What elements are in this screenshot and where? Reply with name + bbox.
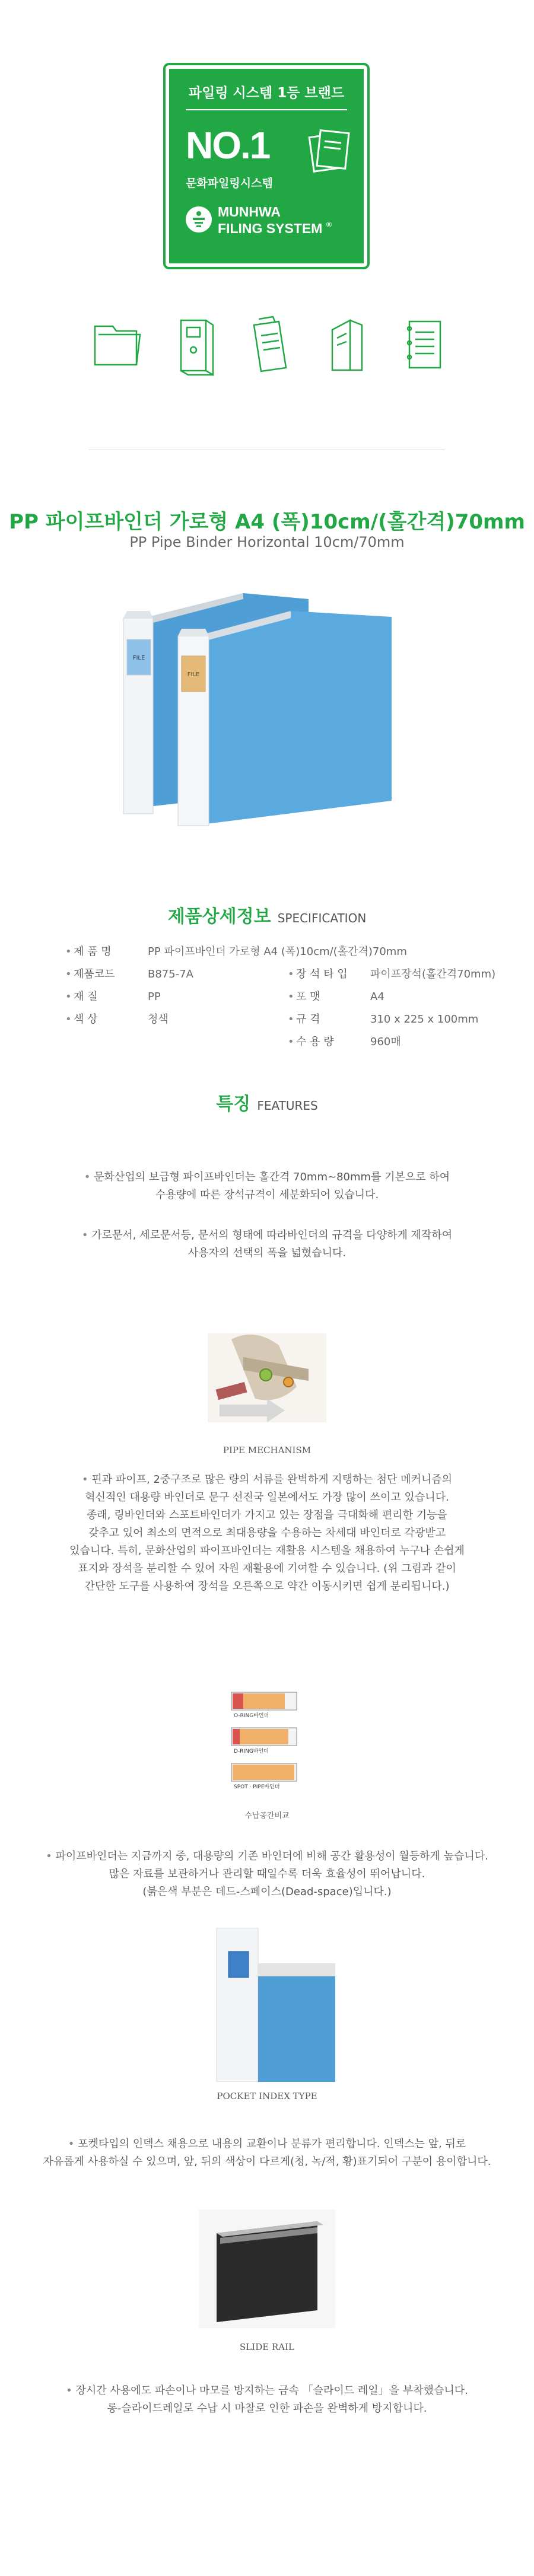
spec-row: • 규 격 310 x 225 x 100mm xyxy=(288,1013,479,1026)
features-section-title xyxy=(0,1089,534,1115)
spec-row: • 색 상 청색 xyxy=(65,1013,169,1026)
feature-paragraph: • 가로문서, 세로문서등, 문서의 형태에 따라바인더의 규격을 다양하게 제작하여 사용자의 선택의 폭을 넓혔습니다. xyxy=(81,1229,453,1259)
spec-title-en: SPECIFICATION xyxy=(277,911,367,925)
spec-row: • 제품코드 B875-7A xyxy=(65,968,193,980)
spec-row: • 포 맷 A4 xyxy=(288,991,384,1003)
product-title: PP 파이프바인더 가로형 A4 (폭)10cm/(홀간격)70mm xyxy=(9,510,525,534)
book-icon xyxy=(301,127,354,174)
pocket-index-caption: POCKET INDEX TYPE xyxy=(217,2091,317,2101)
feature-paragraph: • 파이프바인더는 지금까지 중, 대용량의 기존 바인더에 비해 공간 활용성이 월등하게 높습니다. 많은 자료를 보관하거나 관리할 때일수록 더욱 효율성이 뛰어납니다. (붉은색 부분은 데드-스페이스(Dead-space)입니다.) xyxy=(46,1850,488,1898)
spec-row: • 제 품 명 PP 파이프바인더 가로형 A4 (폭)10cm/(홀간격)70mm xyxy=(65,945,407,958)
pipe-mechanism-image xyxy=(196,1316,338,1434)
spec-title-ko: 제품상세정보 xyxy=(167,906,271,927)
features-title-ko: 특징 xyxy=(216,1094,251,1115)
pipe-mechanism-caption: PIPE MECHANISM xyxy=(223,1445,312,1456)
features-title-en: FEATURES xyxy=(257,1098,318,1113)
document-file-icon xyxy=(243,308,297,380)
ring-label: D-RING바인더 xyxy=(234,1749,269,1755)
product-image xyxy=(113,569,421,836)
brand-badge xyxy=(166,65,367,267)
feature-paragraph: • 문화산업의 보급형 파이프바인더는 홀간격 70mm~80mm를 기본으로 하여 수용량에 따른 장석규격이 세분화되어 있습니다. xyxy=(84,1171,450,1201)
storage-comparison-caption: 수납공간비교 xyxy=(244,1811,290,1820)
product-subtitle: PP Pipe Binder Horizontal 10cm/70mm xyxy=(129,534,405,550)
magazine-box-icon xyxy=(320,308,374,380)
badge-tagline: 파일링 시스템 1등 브랜드 xyxy=(188,85,345,101)
ring-label: SPOT · PIPE바인더 xyxy=(234,1784,280,1790)
feature-paragraph: • 핀과 파이프, 2중구조로 많은 량의 서류를 완벽하게 지탱하는 첨단 메커니즘의 혁신적인 대용량 바인더로 문구 선진국 일본에서도 가장 많이 쓰이고 있습니다. 종래, 링바인더와 스포트바인더가 가지고 있는 장점을 극대화해 편리한 기능을 갖추고 있어 최소의 면적으로 최대용량을 수용하는 차세대 바인더로 각광받고 있습니다. 특히, 문화산업의 파이프바인더는 재활용 시스템을 채용하여 누구나 손쉽게 표지와 장석을 분리할 수 있어 자원 재활용에 기여할 수 있습니다. (위 그림과 같이 간단한 도구를 사용하여 장석을 오른쪽으로 약간 이동시키면 쉽게 분리됩니다.) xyxy=(69,1473,465,1593)
slide-rail-image xyxy=(199,2209,335,2328)
badge-name-line2: FILING SYSTEM xyxy=(218,221,323,236)
feature-paragraph: • 장시간 사용에도 파손이나 마모를 방지하는 금속 「슬라이드 레일」을 부착했습니다. 롱-슬라이드레일로 수납 시 마찰로 인한 파손을 완벽하게 방지합니다. xyxy=(66,2384,468,2415)
slide-rail-caption: SLIDE RAIL xyxy=(240,2342,294,2352)
ring-label: O-RING바인더 xyxy=(234,1713,269,1719)
registered-mark: ® xyxy=(325,221,333,229)
folder-icon xyxy=(89,308,142,380)
pocket-index-image xyxy=(199,1928,335,2082)
binder-front xyxy=(178,611,392,826)
badge-name-line2-row xyxy=(218,221,332,237)
spec-row: • 재 질 PP xyxy=(65,991,161,1003)
feature-paragraph: • 포켓타입의 인덱스 채용으로 내용의 교환이나 분류가 편리합니다. 인덱스는 앞, 뒤로 자유롭게 사용하실 수 있으며, 앞, 뒤의 색상이 다르게(청, 녹/적, 황)표기되어 구분이 용이합니다. xyxy=(43,2138,491,2168)
notebook-icon xyxy=(398,308,451,380)
binder-back-label: FILE xyxy=(132,655,145,661)
spec-section-title xyxy=(0,902,534,928)
badge-divider xyxy=(186,109,347,110)
storage-comparison-image xyxy=(225,1687,309,1800)
badge-name-line1: MUNHWA xyxy=(218,204,281,219)
badge-subtitle: 문화파일링시스템 xyxy=(186,177,273,190)
munhwa-logo-icon xyxy=(186,206,212,233)
badge-no1: NO.1 xyxy=(186,124,270,167)
spec-row: • 수 용 량 960매 xyxy=(288,1036,401,1048)
binder-icon xyxy=(169,308,223,380)
binder-front-label: FILE xyxy=(187,671,200,678)
spec-row: • 장 석 타 입 파이프장석(홀간격70mm) xyxy=(288,968,496,980)
